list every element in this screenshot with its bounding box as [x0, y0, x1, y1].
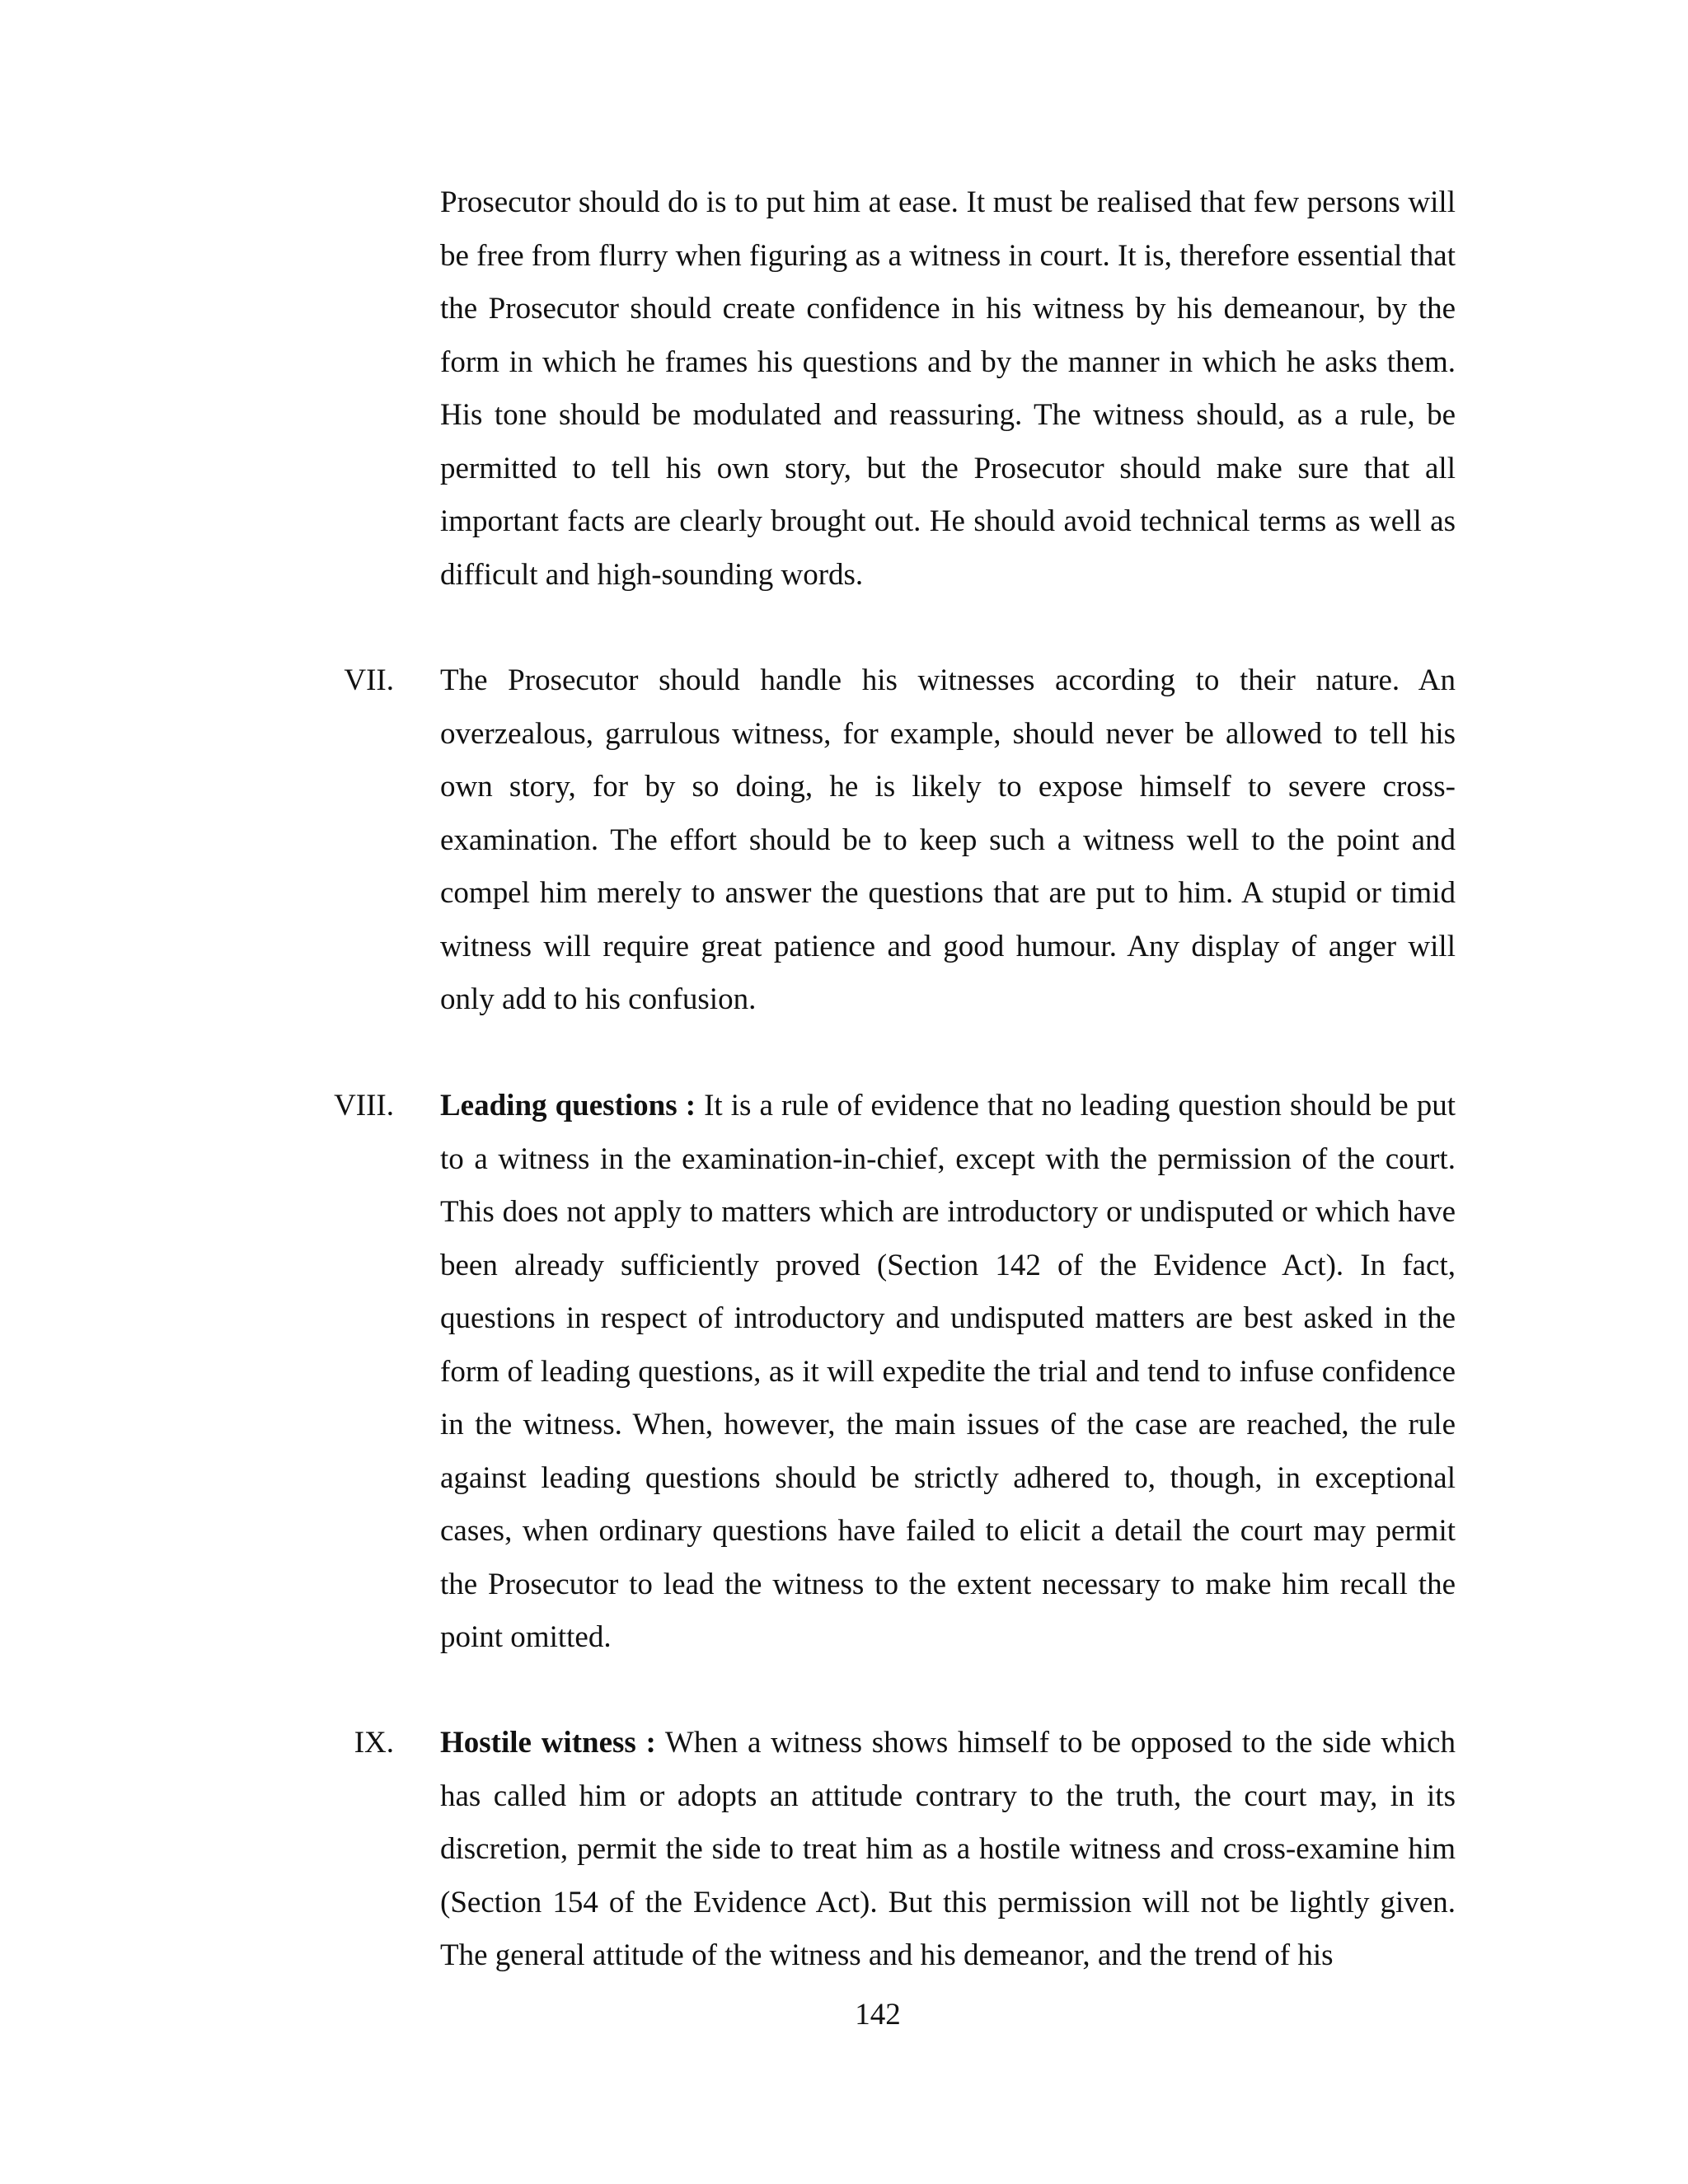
- item-number-viii: VIII.: [334, 1089, 394, 1122]
- item-number-vii: VII.: [344, 663, 394, 697]
- item-text-ix: When a witness shows himself to be opposed to the side which has called him or adopts an attitude contrary to the truth, the court may, in its discretion, permit the side to treat him as a hostile witness and cross-examine him (Section 154 of the Evidence Act). But this permission will not be lightly given. The general attitude of the witness and his demeanor, and the trend of his: [440, 1726, 1456, 1972]
- page-number: 142: [855, 1998, 901, 2032]
- item-heading-viii: Leading questions :: [440, 1089, 696, 1122]
- item-paragraph-ix: [440, 1717, 1456, 1983]
- item-paragraph-viii: [440, 1080, 1456, 1665]
- item-paragraph-vii: [440, 654, 1456, 1027]
- item-number-ix: IX.: [354, 1726, 394, 1760]
- item-heading-ix: Hostile witness :: [440, 1726, 656, 1760]
- item-text-vii: The Prosecutor should handle his witnesses according to their nature. An overzealous, garrulous witness, for example, should never be allowed to tell his own story, for by so doing, he is likely to expose himself to severe cross-examination. The effort should be to keep such a witness well to the point and compel him merely to answer the questions that are put to him. A stupid or timid witness will require great patience and good humour. Any display of anger will only add to his confusion.: [440, 663, 1456, 1016]
- item-text-viii: It is a rule of evidence that no leading question should be put to a witness in the examination-in-chief, except with the permission of the court. This does not apply to matters which are introductory or undisputed or which have been already sufficiently proved (Section 142 of the Evidence Act). In fact, questions in respect of introductory and undisputed matters are best asked in the form of leading questions, as it will expedite the trial and tend to infuse confidence in the witness. When, however, the main issues of the case are reached, the rule against leading questions should be strictly adhered to, though, in exceptional cases, when ordinary questions have failed to elicit a detail the court may permit the Prosecutor to lead the witness to the extent necessary to make him recall the point omitted.: [440, 1089, 1456, 1654]
- continuation-paragraph: Prosecutor should do is to put him at ease. It must be realised that few persons will be free from flurry when figuring as a witness in court. It is, therefore essential that the Prosecutor should create confidence in his witness by his demeanour, by the form in which he frames his questions and by the manner in which he asks them. His tone should be modulated and reassuring. The witness should, as a rule, be permitted to tell his own story, but the Prosecutor should make sure that all important facts are clearly brought out. He should avoid technical terms as well as difficult and high-sounding words.: [440, 185, 1456, 592]
